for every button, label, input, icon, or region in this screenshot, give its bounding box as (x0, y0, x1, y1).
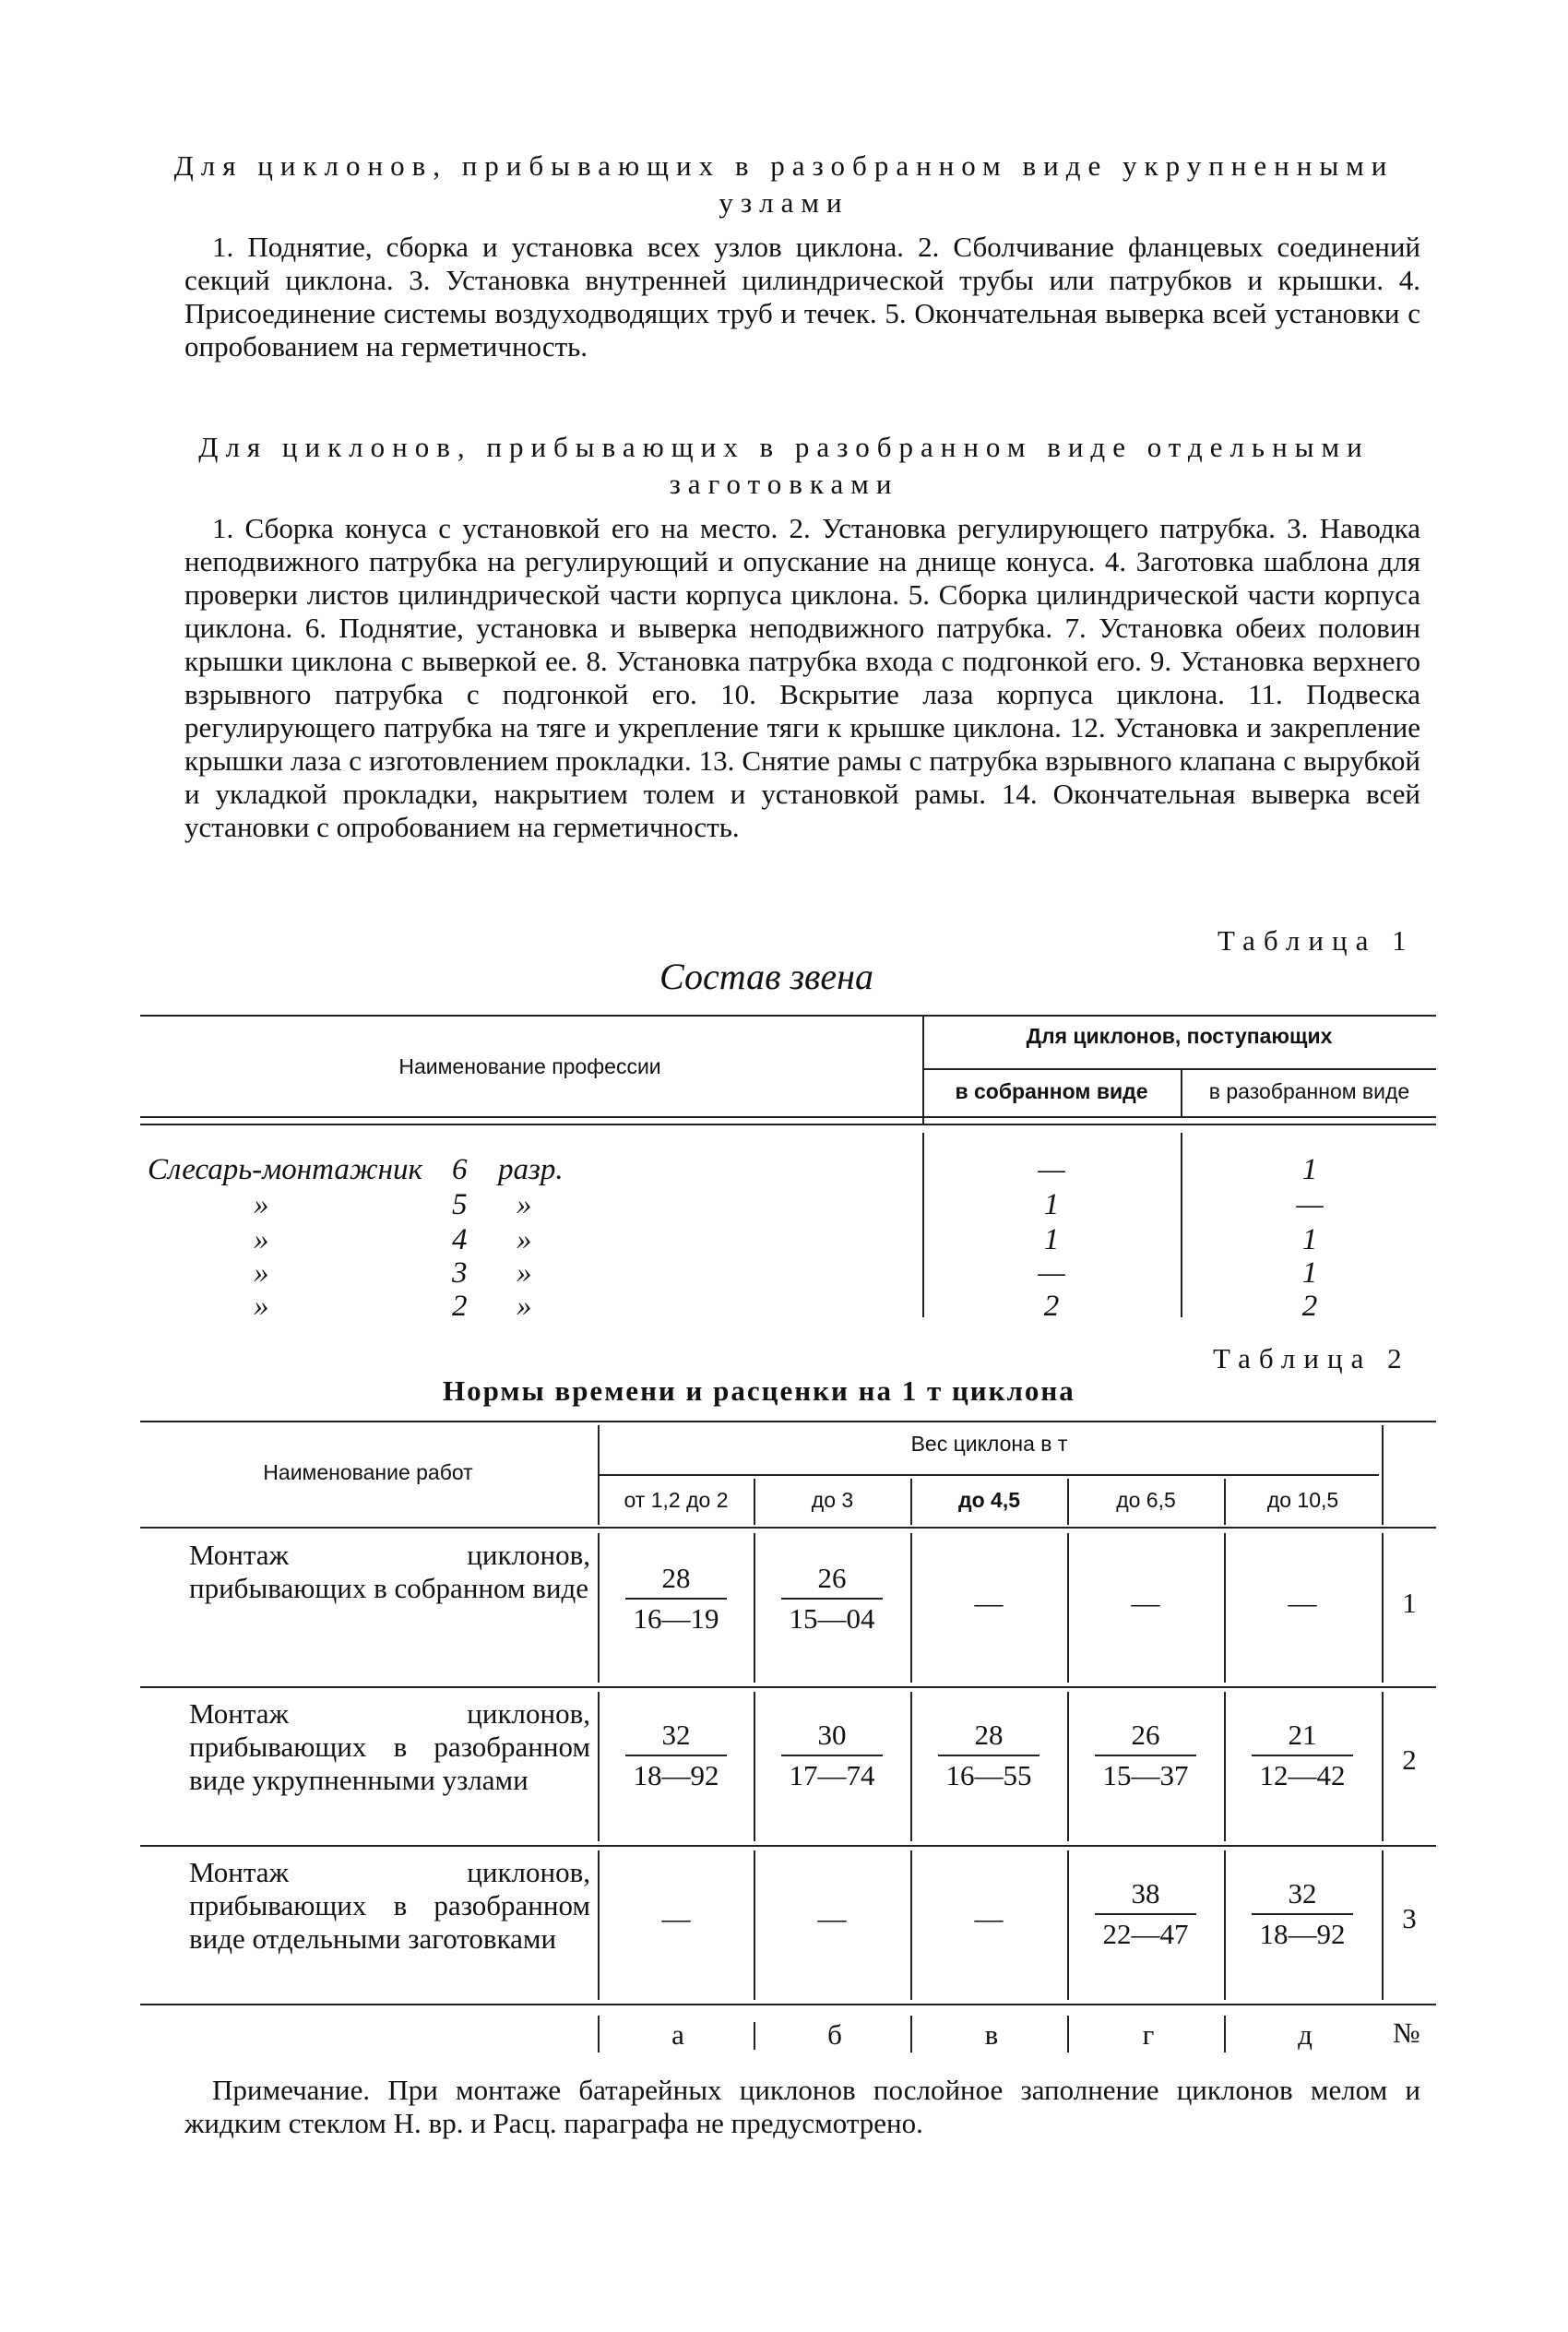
row-number: 1 (1402, 1587, 1417, 1619)
norm-cell (1233, 1874, 1372, 1954)
note: Примечание. При монтаже батарейных циклонов послойное заполнение циклонов мелом и жидким стеклом Н. вр. и Расц. параграфа не предусмотрено. (184, 2074, 1420, 2139)
count-assembled: 1 (1043, 1188, 1060, 1221)
table2-col-header: до 6,5 (1116, 1488, 1176, 1512)
table2-col-header: до 3 (811, 1488, 854, 1512)
norm-rate: 17—74 (789, 1759, 875, 1791)
column-letter: д (1298, 2018, 1313, 2051)
norm-cell (920, 1716, 1058, 1795)
empty-cell: — (1288, 1587, 1317, 1619)
profession-unit: » (517, 1290, 532, 1323)
profession-grade: 2 (452, 1290, 468, 1323)
norm-rate: 18—92 (633, 1759, 719, 1791)
column-letter: в (984, 2018, 999, 2051)
norm-rate: 12—42 (1259, 1759, 1346, 1791)
norm-cell (763, 1716, 901, 1795)
norm-rate: 22—47 (1102, 1918, 1189, 1950)
table1-caption: Таблица 1 (1218, 924, 1415, 957)
norm-cell (607, 1716, 745, 1795)
norm-time: 28 (974, 1719, 1004, 1751)
table1-header-col1: в собранном виде (955, 1079, 1148, 1103)
empty-cell: — (817, 1902, 847, 1934)
empty-cell: — (1131, 1587, 1160, 1619)
table2-header-work: Наименование работ (263, 1460, 473, 1484)
table1-header-group: Для циклонов, поступающих (1026, 1024, 1333, 1048)
count-disassembled: 2 (1301, 1290, 1318, 1323)
count-disassembled: 1 (1301, 1256, 1318, 1290)
empty-cell: — (974, 1902, 1004, 1934)
profession-grade: 4 (452, 1223, 468, 1256)
profession-name: » (254, 1290, 269, 1323)
count-disassembled: 1 (1301, 1153, 1318, 1186)
profession-unit: » (517, 1188, 532, 1221)
profession-grade: 6 (452, 1153, 468, 1186)
norm-rate: 16—55 (945, 1759, 1032, 1791)
column-letter: б (827, 2018, 842, 2051)
work-name: Монтаж циклонов, прибывающих в собранном виде (189, 1539, 590, 1604)
norm-time: 38 (1131, 1877, 1160, 1910)
count-disassembled: 1 (1301, 1223, 1318, 1256)
profession-name: Слесарь-монтажник (148, 1153, 422, 1186)
norm-cell (1076, 1874, 1215, 1954)
norm-rate: 18—92 (1259, 1918, 1346, 1950)
work-name: Монтаж циклонов, прибывающих в разобранном виде укрупненными узлами (189, 1697, 590, 1796)
row-number: 2 (1402, 1743, 1417, 1776)
profession-unit: » (517, 1223, 532, 1256)
table2-col-header: от 1,2 до 2 (624, 1488, 729, 1512)
column-letter: г (1142, 2018, 1155, 2051)
norm-time: 26 (817, 1562, 847, 1594)
column-number-sign: № (1393, 2017, 1420, 2049)
empty-cell: — (661, 1902, 691, 1934)
section1-title: Для циклонов, прибывающих в разобранном виде укрупненными узлами (173, 149, 1395, 219)
table1-title: Состав звена (659, 956, 874, 997)
empty-cell: — (974, 1587, 1004, 1619)
table2-caption: Таблица 2 (1213, 1342, 1410, 1374)
profession-grade: 3 (452, 1256, 468, 1290)
norm-rate: 16—19 (633, 1602, 719, 1635)
profession-name: » (254, 1256, 269, 1290)
section1-text: 1. Поднятие, сборка и установка всех узлов циклона. 2. Сболчивание фланцевых соединений секций циклона. 3. Установка внутренней цилиндрической трубы или патрубков и крышки. 4. Присоединение системы воздуходводящих труб и течек. 5. Окончательная выверка всей установки с опробованием на герметичность. (184, 231, 1420, 363)
count-assembled: — (1038, 1153, 1065, 1186)
table2-title: Нормы времени и расценки на 1 т циклона (443, 1374, 1075, 1407)
profession-unit: разр. (498, 1153, 564, 1186)
table2-header-group: Вес циклона в т (910, 1432, 1068, 1456)
norm-cell (1233, 1716, 1372, 1795)
row-number: 3 (1402, 1902, 1417, 1934)
column-letter: а (671, 2018, 684, 2051)
norm-time: 26 (1131, 1719, 1160, 1751)
profession-name: » (254, 1223, 269, 1256)
section2-title: Для циклонов, прибывающих в разобранном виде отдельными заготовками (198, 431, 1370, 500)
table2-col-header: до 10,5 (1266, 1488, 1339, 1512)
profession-grade: 5 (452, 1188, 468, 1221)
norm-rate: 15—37 (1102, 1759, 1189, 1791)
section2-text: 1. Сборка конуса с установкой его на место. 2. Установка регулирующего патрубка. 3. Наводка неподвижного патрубка на регулирующий и опускание на днище конуса. 4. Заготовка шаблона для проверки листов цилиндрической части корпуса циклона. 5. Сборка цилиндрической части корпуса циклона. 6. Поднятие, установка и выверка неподвижного патрубка. 7. Установка обеих половин крышки циклона с выверкой ее. 8. Установка патрубка входа с подгонкой его. 9. Установка верхнего взрывного патрубка с подгонкой его. 10. Вскрытие лаза корпуса циклона. 11. Подвеска регулирующего патрубка на тяге и укрепление тяги к крышке циклона. 12. Установка и закрепление крышки лаза с изготовлением прокладки. 13. Снятие рамы с патрубка взрывного клапана с вырубкой и укладкой прокладки, накрытием толем и установкой рамы. 14. Окончательная выверка всей установки с опробованием на герметичность. (184, 512, 1420, 843)
count-assembled: — (1038, 1256, 1065, 1290)
norm-time: 32 (1288, 1877, 1317, 1910)
norm-rate: 15—04 (789, 1602, 875, 1635)
profession-name: » (254, 1188, 269, 1221)
table1-header-col2: в разобранном виде (1208, 1079, 1410, 1103)
count-disassembled: — (1296, 1188, 1324, 1221)
table2-col-header: до 4,5 (957, 1488, 1020, 1512)
norm-time: 21 (1288, 1719, 1317, 1751)
norm-cell (607, 1559, 745, 1638)
table1-header-profession: Наименование профессии (398, 1054, 661, 1078)
norm-cell (763, 1559, 901, 1638)
profession-unit: » (517, 1256, 532, 1290)
norm-time: 32 (661, 1719, 691, 1751)
count-assembled: 1 (1043, 1223, 1060, 1256)
norm-cell (1076, 1716, 1215, 1795)
norm-time: 30 (817, 1719, 847, 1751)
norm-time: 28 (661, 1562, 691, 1594)
count-assembled: 2 (1043, 1290, 1060, 1323)
work-name: Монтаж циклонов, прибывающих в разобранном виде отдельными заготовками (189, 1856, 590, 1955)
